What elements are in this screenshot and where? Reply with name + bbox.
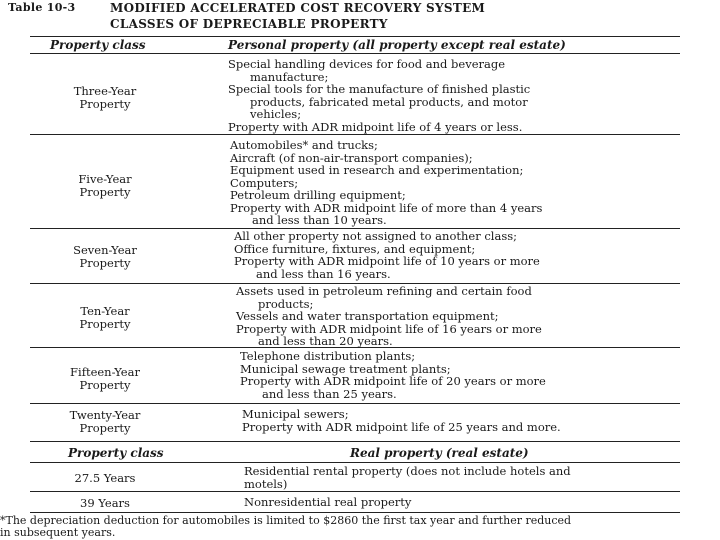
header-property-class-real: Property class [68, 446, 164, 460]
header-property-class: Property class [50, 38, 146, 52]
class-five-year: Five-Year Property [78, 172, 132, 199]
desc-fifteen-year: Telephone distribution plants; Municipal sewage treatment plants; Property with ADR midpoint life of 20 years or more and less than 25 years. [240, 349, 546, 401]
table-label: Table 10-3 [8, 1, 76, 14]
desc-five-year: Automobiles* and trucks; Aircraft (of non-air-transport companies); Equipment used in research and experimentation; Computers; Petroleum drilling equipment; Property with ADR midpoint life of more than 4 years and less than 10 years. [230, 138, 543, 227]
rule-header1 [30, 53, 680, 54]
desc-twenty-year: Municipal sewers; Property with ADR midpoint life of 25 years and more. [242, 407, 561, 434]
rule-row1 [30, 134, 680, 135]
rule-header2 [30, 462, 680, 463]
class-seven-year: Seven-Year Property [73, 243, 137, 270]
table-title-line-1: MODIFIED ACCELERATED COST RECOVERY SYSTEM [110, 1, 486, 15]
class-fifteen-year: Fifteen-Year Property [70, 365, 140, 392]
table-title [8, 0, 718, 32]
table-title-line-2: CLASSES OF DEPRECIABLE PROPERTY [110, 17, 388, 31]
desc-seven-year: All other property not assigned to another class; Office furniture, fixtures, and equipment; Property with ADR midpoint life of 10 years or more and less than 16 years. [234, 229, 540, 281]
desc-three-year: Special handling devices for food and beverage manufacture; Special tools for the manufacture of finished plastic products, fabricated metal products, and motor vehicles; Property with ADR midpoint life of 4 years or less. [228, 57, 531, 134]
rule-header2-top [30, 441, 680, 442]
class-twenty-year: Twenty-Year Property [69, 408, 141, 435]
class-39-years: 39 Years [80, 496, 130, 510]
desc-27-5-years: Residential rental property (does not include hotels and motels) [244, 464, 571, 491]
class-27-5-years: 27.5 Years [74, 471, 136, 485]
rule-row5 [30, 403, 680, 404]
rule-bottom [30, 512, 680, 513]
class-ten-year: Ten-Year Property [79, 304, 131, 331]
desc-39-years: Nonresidential real property [244, 495, 412, 509]
footnote: *The depreciation deduction for automobiles is limited to $2860 the first tax year and further reduced in subsequent years. [0, 514, 572, 539]
class-three-year: Three-Year Property [73, 84, 137, 111]
rule-real1 [30, 491, 680, 492]
header-real-property: Real property (real estate) [350, 446, 529, 460]
header-personal-property: Personal property (all property except real estate) [228, 38, 566, 52]
desc-ten-year: Assets used in petroleum refining and certain food products; Vessels and water transportation equipment; Property with ADR midpoint life of 16 years or more and less than 20 years. [236, 284, 542, 348]
rule-top [30, 36, 680, 37]
